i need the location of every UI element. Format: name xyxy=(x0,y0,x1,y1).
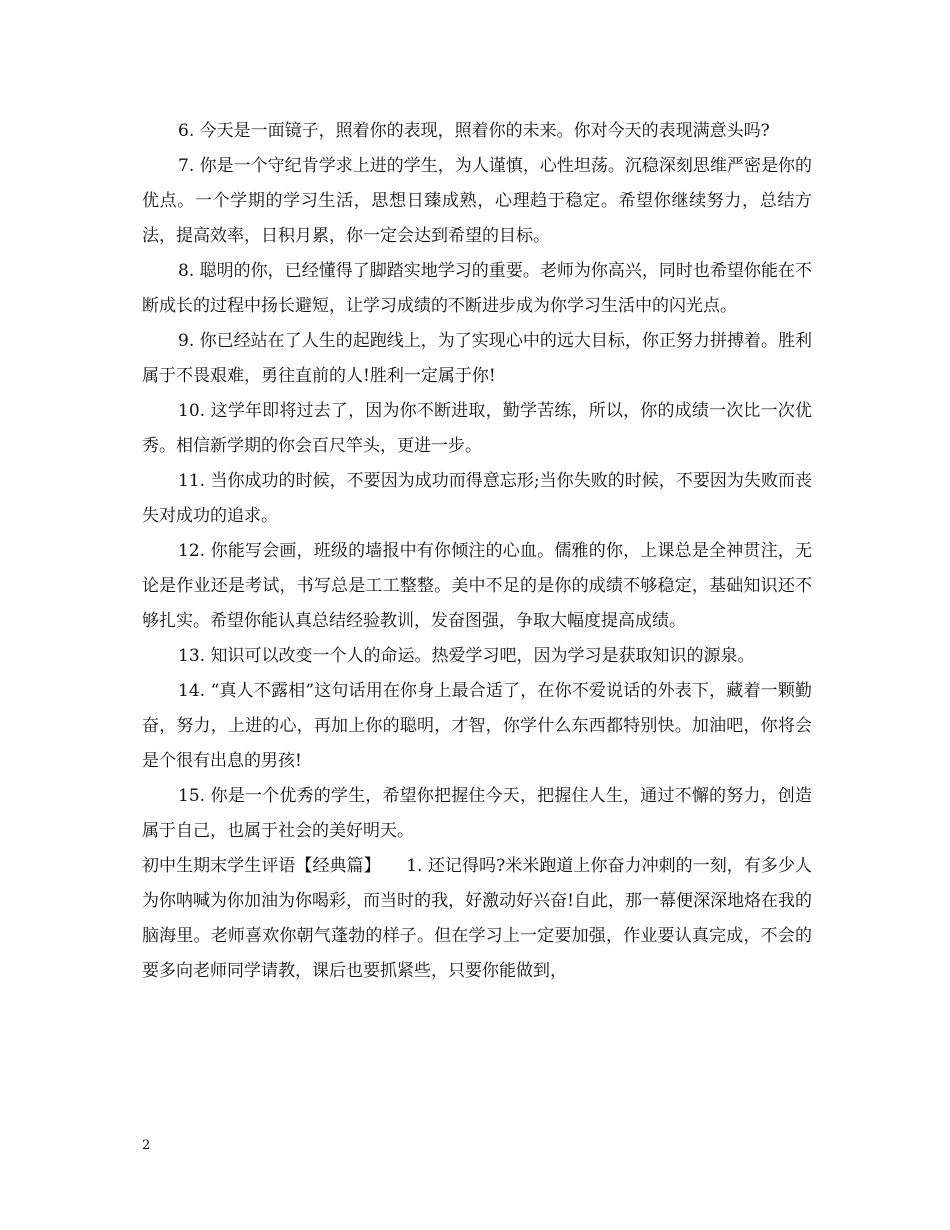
paragraph-8: 8. 聪明的你，已经懂得了脚踏实地学习的重要。老师为你高兴，同时也希望你能在不断成长的过程中扬长避短，让学习成绩的不断进步成为你学习生活中的闪光点。 xyxy=(142,261,812,316)
paragraph-10: 10. 这学年即将过去了，因为你不断进取，勤学苦练，所以，你的成绩一次比一次优秀。相信新学期的你会百尺竿头，更进一步。 xyxy=(142,401,812,456)
paragraph-9: 9. 你已经站在了人生的起跑线上，为了实现心中的远大目标，你正努力拼搏着。胜利属于不畏艰难，勇往直前的人!胜利一定属于你! xyxy=(142,331,812,386)
paragraph-14: 14. “真人不露相”这句话用在你身上最合适了，在你不爱说话的外表下，藏着一颗勤奋，努力，上进的心，再加上你的聪明，才智，你学什么东西都特别快。加油吧，你将会是个很有出息的男孩! xyxy=(142,681,812,771)
section-classic-paragraph-1: 初中生期末学生评语【经典篇】 1. 还记得吗?米米跑道上你奋力冲刺的一刻，有多少人为你呐喊为你加油为你喝彩，而当时的我，好激动好兴奋!自此，那一幕便深深地烙在我的脑海里。老师喜欢你朝气蓬勃的样子。但在学习上一定要加强，作业要认真完成，不会的要多向老师同学请教，课后也要抓紧些，只要你能做到， xyxy=(142,856,812,981)
page-number: 2 xyxy=(142,1138,151,1153)
paragraph-6: 6. 今天是一面镜子，照着你的表现，照着你的未来。你对今天的表现满意头吗? xyxy=(178,121,770,141)
document-body xyxy=(142,114,812,989)
paragraph-15: 15. 你是一个优秀的学生，希望你把握住今天，把握住人生，通过不懈的努力，创造属于自己，也属于社会的美好明天。 xyxy=(142,786,812,841)
paragraph-12: 12. 你能写会画，班级的墙报中有你倾注的心血。儒雅的你，上课总是全神贯注，无论是作业还是考试，书写总是工工整整。美中不足的是你的成绩不够稳定，基础知识还不够扎实。希望你能认真总结经验教训，发奋图强，争取大幅度提高成绩。 xyxy=(142,541,812,631)
paragraph-7: 7. 你是一个守纪肯学求上进的学生，为人谨慎，心性坦荡。沉稳深刻思维严密是你的优点。一个学期的学习生活，思想日臻成熟，心理趋于稳定。希望你继续努力，总结方法，提高效率，日积月累，你一定会达到希望的目标。 xyxy=(142,156,812,246)
paragraph-11: 11. 当你成功的时候，不要因为成功而得意忘形;当你失败的时候，不要因为失败而丧失对成功的追求。 xyxy=(142,471,812,526)
paragraph-13: 13. 知识可以改变一个人的命运。热爱学习吧，因为学习是获取知识的源泉。 xyxy=(178,646,755,666)
